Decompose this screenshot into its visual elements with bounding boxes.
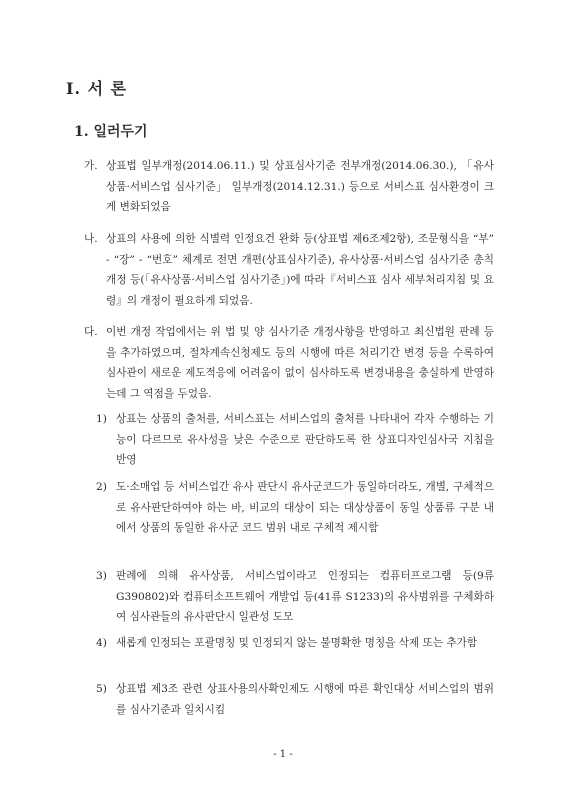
paragraph-marker: 다. xyxy=(84,326,98,338)
subitem-2 xyxy=(96,477,494,539)
paragraph-na xyxy=(84,229,494,311)
subitem-1 xyxy=(96,409,494,471)
subitem-marker: 3) xyxy=(96,570,107,582)
subitem-3 xyxy=(96,566,494,628)
subitem-text: 상표법 제3조 관련 상표사용의사확인제도 시행에 따른 확인대상 서비스업의 범위를 심사기준과 일치시킴 xyxy=(116,683,494,716)
section-title: 1. 일러두기 xyxy=(74,124,148,140)
subitem-text: 도·소매업 등 서비스업간 유사 판단시 유사군코드가 동일하더라도, 개별, 구체적으로 유사판단하여야 하는 바, 비교의 대상이 되는 대상상품이 동일 상품류 구분 내에서 상품의 동일한 유사군 코드 범위 내로 구체적 제시함 xyxy=(116,481,494,534)
subitem-5 xyxy=(96,679,494,720)
page-number: - 1 - xyxy=(273,749,293,760)
paragraph-marker: 가. xyxy=(84,160,98,172)
paragraph-text: 상표법 일부개정(2014.06.11.) 및 상표심사기준 전부개정(2014.06.30.), 「유사상품·서비스업 심사기준」 일부개정(2014.12.31.) 등으로 서비스표 심사환경이 크게 변화되었음 xyxy=(106,160,494,213)
chapter-title: Ⅰ. 서 론 xyxy=(66,79,128,98)
subitem-marker: 4) xyxy=(96,637,107,649)
subitem-marker: 5) xyxy=(96,683,107,695)
paragraph-text: 이번 개정 작업에서는 위 법 및 양 심사기준 개정사항을 반영하고 최신법원 판례 등을 추가하였으며, 절차계속신청제도 등의 시행에 따른 처리기간 변경 등을 수록하여 심사관이 새로운 제도적응에 어려움이 없이 심사하도록 변경내용을 충실하게 반영하는데 그 역점을 두었음. xyxy=(106,326,494,400)
subitem-text: 상표는 상품의 출처를, 서비스표는 서비스업의 출처를 나타내어 각자 수행하는 기능이 다르므로 유사성을 낮은 수준으로 판단하도록 한 상표디자인심사국 지침을 반영 xyxy=(116,413,494,466)
paragraph-text: 상표의 사용에 의한 식별력 인정요건 완화 등(상표법 제6조제2항), 조문형식을 “부” - “장” - “번호” 체계로 전면 개편(상표심사기준), 유사상품·서비스업 심사기준 총칙 개정 등(「유사상품·서비스업 심사기준」)에 따라『서비스표 심사 세부처리지침 및 요령』의 개정이 필요하게 되었음. xyxy=(106,233,494,307)
subitem-marker: 1) xyxy=(96,413,107,425)
paragraph-marker: 나. xyxy=(84,233,98,245)
paragraph-da xyxy=(84,322,494,404)
subitem-text: 새롭게 인정되는 포괄명칭 및 인정되지 않는 불명확한 명칭을 삭제 또는 추가함 xyxy=(116,637,478,649)
paragraph-ga xyxy=(84,156,494,218)
subitem-text: 판례에 의해 유사상품, 서비스업이라고 인정되는 컴퓨터프로그램 등(9류 G390802)와 컴퓨터소프트웨어 개발업 등(41류 S1233)의 유사범위를 구체화하여 심사관들의 유사판단시 일관성 도모 xyxy=(116,570,494,623)
subitem-4 xyxy=(96,633,494,654)
subitem-marker: 2) xyxy=(96,481,107,493)
